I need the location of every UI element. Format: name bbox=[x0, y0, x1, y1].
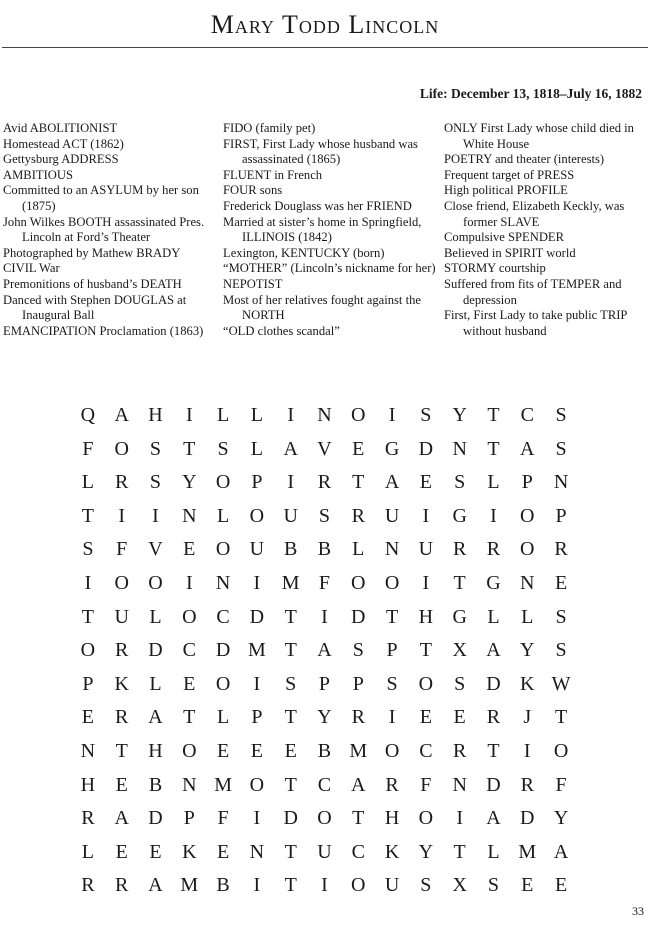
grid-letter: S bbox=[454, 471, 466, 494]
clue-column-2 bbox=[223, 121, 438, 339]
grid-letter: S bbox=[149, 437, 162, 460]
grid-letter: D bbox=[148, 807, 163, 830]
grid-letter: U bbox=[384, 874, 400, 897]
grid-letter: O bbox=[384, 571, 400, 594]
grid-letter: P bbox=[82, 672, 94, 695]
grid-letter: E bbox=[284, 739, 297, 762]
grid-letter: D bbox=[520, 807, 535, 830]
clue-item: First, First Lady to take public TRIP without husband bbox=[444, 308, 627, 338]
grid-letter: T bbox=[81, 605, 94, 628]
grid-letter: A bbox=[486, 639, 501, 662]
grid-letter: O bbox=[317, 807, 332, 830]
clue-item: Frederick Douglass was her FRIEND bbox=[223, 198, 412, 213]
grid-letter: B bbox=[317, 538, 332, 561]
grid-letter: T bbox=[284, 874, 297, 897]
grid-letter: N bbox=[452, 437, 467, 460]
grid-letter: G bbox=[452, 605, 467, 628]
grid-letter: A bbox=[148, 874, 163, 897]
grid-letter: K bbox=[182, 840, 197, 863]
grid-letter: E bbox=[115, 773, 128, 796]
grid-letter: R bbox=[385, 773, 399, 796]
grid-letter: C bbox=[216, 605, 230, 628]
grid-letter: I bbox=[388, 404, 396, 426]
clue-item: NEPOTIST bbox=[223, 276, 283, 291]
grid-letter: U bbox=[317, 840, 332, 863]
grid-letter: L bbox=[487, 605, 500, 628]
clue-item: Lexington, KENTUCKY (born) bbox=[223, 245, 385, 260]
grid-letter: Y bbox=[452, 404, 467, 426]
grid-letter: T bbox=[284, 605, 297, 628]
grid-letter: O bbox=[114, 571, 129, 594]
grid-letter: O bbox=[114, 437, 129, 460]
grid-letter: O bbox=[351, 404, 366, 426]
grid-letter: S bbox=[454, 672, 466, 695]
grid-letter: D bbox=[418, 437, 434, 460]
grid-letter: U bbox=[249, 538, 265, 561]
grid-letter: A bbox=[351, 773, 366, 796]
grid-letter: N bbox=[249, 840, 265, 863]
grid-letter: S bbox=[217, 437, 229, 460]
grid-letter: S bbox=[352, 639, 364, 662]
grid-letter: S bbox=[555, 404, 567, 426]
grid-letter: H bbox=[148, 739, 163, 762]
grid-letter: E bbox=[216, 739, 230, 762]
grid-letter: L bbox=[149, 672, 162, 695]
grid-letter: P bbox=[521, 471, 533, 494]
grid-letter: S bbox=[318, 504, 331, 527]
grid-letter: L bbox=[216, 504, 230, 527]
grid-letter: W bbox=[551, 672, 571, 695]
grid-letter: O bbox=[215, 672, 231, 695]
grid-letter: N bbox=[553, 471, 569, 494]
grid-letter: D bbox=[351, 605, 366, 628]
grid-letter: A bbox=[317, 639, 332, 662]
grid-letter: C bbox=[419, 739, 433, 762]
grid-letter: R bbox=[452, 538, 467, 561]
grid-letter: L bbox=[81, 471, 94, 494]
grid-letter: B bbox=[148, 773, 163, 796]
grid-letter: I bbox=[118, 504, 126, 527]
grid-letter: E bbox=[183, 672, 196, 695]
grid-letter: A bbox=[283, 437, 298, 460]
grid-letter: B bbox=[216, 874, 230, 897]
grid-letter: S bbox=[285, 672, 297, 695]
grid-letter: P bbox=[352, 672, 364, 695]
grid-letter: B bbox=[317, 739, 332, 762]
grid-letter: O bbox=[351, 571, 366, 594]
grid-letter: E bbox=[250, 739, 263, 762]
grid-letter: I bbox=[287, 404, 295, 426]
grid-letter: T bbox=[183, 706, 196, 729]
grid-letter: R bbox=[115, 874, 129, 897]
clue-column-1 bbox=[3, 121, 218, 339]
grid-letter: T bbox=[284, 773, 297, 796]
grid-letter: E bbox=[115, 840, 128, 863]
grid-letter: I bbox=[253, 571, 261, 594]
clue-item: “OLD clothes scandal” bbox=[223, 323, 340, 338]
grid-letter: A bbox=[114, 404, 129, 426]
grid-letter: T bbox=[115, 739, 128, 762]
grid-letter: L bbox=[352, 538, 365, 561]
grid-letter: N bbox=[452, 773, 467, 796]
grid-letter: N bbox=[384, 538, 400, 561]
grid-letter: O bbox=[418, 807, 434, 830]
grid-letter: O bbox=[80, 639, 96, 662]
grid-letter: A bbox=[520, 437, 535, 460]
grid-letter: V bbox=[148, 538, 163, 561]
grid-letter: T bbox=[81, 504, 94, 527]
grid-letter: O bbox=[520, 504, 535, 527]
clue-item: FIRST, First Lady whose husband was assassinated (1865) bbox=[223, 136, 418, 167]
grid-letter: N bbox=[80, 739, 96, 762]
grid-letter: R bbox=[486, 538, 501, 561]
grid-letter: L bbox=[250, 404, 263, 426]
grid-letter: I bbox=[422, 504, 430, 527]
grid-letter: J bbox=[523, 706, 532, 729]
clue-column-3 bbox=[444, 121, 648, 339]
grid-letter: I bbox=[422, 571, 430, 594]
life-dates: Life: December 13, 1818–July 16, 1882 bbox=[419, 86, 642, 101]
grid-letter: R bbox=[351, 706, 365, 729]
grid-letter: C bbox=[351, 840, 365, 863]
grid-letter: O bbox=[182, 739, 197, 762]
grid-letter: E bbox=[554, 571, 568, 594]
grid-letter: S bbox=[420, 404, 432, 426]
grid-letter: N bbox=[317, 404, 332, 426]
grid-letter: R bbox=[115, 639, 129, 662]
grid-letter: M bbox=[247, 639, 266, 662]
clue-item: Danced with Stephen DOUGLAS at Inaugural Ball bbox=[3, 292, 187, 323]
grid-letter: E bbox=[419, 471, 432, 494]
clue-item: FLUENT in French bbox=[223, 167, 323, 182]
grid-letter: K bbox=[520, 672, 535, 695]
grid-letter: B bbox=[284, 538, 298, 561]
grid-letter: O bbox=[215, 471, 231, 494]
grid-letter: T bbox=[419, 639, 432, 662]
grid-letter: O bbox=[148, 571, 163, 594]
grid-letter: G bbox=[486, 571, 501, 594]
grid-letter: A bbox=[553, 840, 569, 863]
clue-item: Avid ABOLITIONIST bbox=[3, 121, 118, 135]
grid-letter: F bbox=[82, 437, 94, 460]
grid-letter: Y bbox=[317, 706, 332, 729]
grid-letter: C bbox=[520, 404, 534, 426]
grid-letter: A bbox=[114, 807, 129, 830]
grid-letter: D bbox=[215, 639, 231, 662]
grid-letter: Y bbox=[418, 840, 434, 863]
grid-letter: Q bbox=[80, 404, 96, 426]
grid-letter: I bbox=[253, 874, 261, 897]
grid-letter: F bbox=[420, 773, 432, 796]
grid-letter: T bbox=[284, 840, 297, 863]
grid-letter: M bbox=[349, 739, 368, 762]
grid-letter: P bbox=[318, 672, 331, 695]
grid-letter: R bbox=[81, 807, 95, 830]
clue-item: John Wilkes BOOTH assassinated Pres. Lincoln at Ford’s Theater bbox=[3, 214, 205, 245]
grid-letter: M bbox=[180, 874, 199, 897]
grid-letter: E bbox=[419, 706, 432, 729]
grid-letter: R bbox=[115, 706, 129, 729]
title-divider bbox=[2, 47, 648, 48]
grid-letter: Y bbox=[520, 639, 535, 662]
grid-letter: I bbox=[490, 504, 497, 527]
grid-letter: M bbox=[214, 773, 232, 796]
grid-letter: R bbox=[351, 504, 365, 527]
grid-letter: R bbox=[486, 706, 501, 729]
grid-letter: S bbox=[82, 538, 94, 561]
grid-letter: D bbox=[486, 773, 501, 796]
grid-letter: G bbox=[452, 504, 467, 527]
clue-item: POETRY and theater (interests) bbox=[444, 152, 605, 167]
grid-letter: X bbox=[452, 639, 467, 662]
clue-item: Suffered from fits of TEMPER and depression bbox=[444, 276, 622, 307]
clue-item: FOUR sons bbox=[223, 183, 283, 198]
grid-letter: P bbox=[555, 504, 567, 527]
grid-letter: O bbox=[249, 773, 265, 796]
clue-item: AMBITIOUS bbox=[3, 167, 73, 182]
grid-letter: O bbox=[384, 739, 400, 762]
grid-letter: K bbox=[384, 840, 400, 863]
grid-letter: I bbox=[253, 807, 261, 830]
grid-letter: P bbox=[251, 471, 263, 494]
grid-letter: Y bbox=[553, 807, 569, 830]
clue-item: Close friend, Elizabeth Keckly, was former SLAVE bbox=[444, 198, 625, 229]
grid-letter: F bbox=[555, 773, 567, 796]
grid-letter: L bbox=[487, 840, 500, 863]
grid-letter: I bbox=[456, 807, 463, 830]
grid-letter: R bbox=[81, 874, 95, 897]
grid-letter: T bbox=[487, 739, 500, 762]
grid-letter: T bbox=[284, 706, 297, 729]
grid-letter: D bbox=[249, 605, 265, 628]
grid-letter: T bbox=[554, 706, 568, 729]
grid-letter: O bbox=[520, 538, 535, 561]
grid-letter: Y bbox=[182, 471, 197, 494]
clue-item: Married at sister’s home in Springfield, ILLINOIS (1842) bbox=[223, 214, 422, 245]
grid-letter: E bbox=[554, 874, 568, 897]
grid-letter: N bbox=[182, 773, 197, 796]
grid-letter: I bbox=[287, 471, 295, 494]
grid-letter: D bbox=[148, 639, 163, 662]
grid-letter: O bbox=[215, 538, 231, 561]
grid-letter: R bbox=[452, 739, 467, 762]
grid-letter: I bbox=[185, 404, 193, 426]
grid-letter: F bbox=[217, 807, 229, 830]
grid-letter: O bbox=[249, 504, 265, 527]
clue-item: High political PROFILE bbox=[444, 183, 568, 198]
grid-letter: I bbox=[84, 571, 92, 594]
grid-letter: N bbox=[520, 571, 535, 594]
grid-letter: S bbox=[420, 874, 432, 897]
clue-item: STORMY courtship bbox=[444, 261, 546, 276]
grid-letter: U bbox=[283, 504, 298, 527]
grid-letter: L bbox=[81, 840, 94, 863]
clue-item: Premonitions of husband’s DEATH bbox=[3, 276, 182, 291]
grid-letter: I bbox=[388, 706, 396, 729]
grid-letter: G bbox=[384, 437, 400, 460]
grid-letter: L bbox=[216, 404, 230, 426]
grid-letter: R bbox=[317, 471, 332, 494]
grid-letter: A bbox=[486, 807, 501, 830]
grid-letter: S bbox=[555, 639, 567, 662]
grid-letter: T bbox=[453, 840, 466, 863]
grid-letter: T bbox=[385, 605, 399, 628]
grid-letter: P bbox=[251, 706, 263, 729]
grid-letter: A bbox=[148, 706, 163, 729]
grid-letter: H bbox=[384, 807, 400, 830]
clue-item: CIVIL War bbox=[3, 261, 60, 276]
grid-letter: L bbox=[521, 605, 534, 628]
grid-letter: X bbox=[452, 874, 467, 897]
grid-letter: U bbox=[418, 538, 434, 561]
grid-letter: C bbox=[182, 639, 196, 662]
grid-letter: I bbox=[321, 605, 328, 628]
grid-letter: E bbox=[81, 706, 94, 729]
grid-letter: M bbox=[518, 840, 537, 863]
grid-letter: R bbox=[554, 538, 568, 561]
grid-letter: T bbox=[487, 437, 500, 460]
grid-letter: D bbox=[486, 672, 501, 695]
grid-letter: O bbox=[418, 672, 434, 695]
grid-letter: P bbox=[386, 639, 398, 662]
grid-letter: I bbox=[523, 739, 531, 762]
grid-letter: R bbox=[520, 773, 534, 796]
grid-letter: E bbox=[453, 706, 466, 729]
grid-letter: O bbox=[351, 874, 366, 897]
grid-letter: H bbox=[80, 773, 96, 796]
grid-letter: L bbox=[250, 437, 263, 460]
grid-letter: L bbox=[216, 706, 230, 729]
grid-letter: I bbox=[152, 504, 159, 527]
clue-item: Gettysburg ADDRESS bbox=[3, 152, 119, 167]
grid-letter: T bbox=[487, 404, 500, 426]
grid-letter: T bbox=[352, 807, 365, 830]
clue-item: Believed in SPIRIT world bbox=[444, 245, 576, 260]
clue-item: Frequent target of PRESS bbox=[444, 167, 575, 182]
grid-letter: T bbox=[453, 571, 466, 594]
grid-letter: E bbox=[521, 874, 534, 897]
grid-letter: U bbox=[384, 504, 400, 527]
grid-letter: T bbox=[352, 471, 365, 494]
word-search-grid bbox=[71, 399, 578, 903]
clue-item: EMANCIPATION Proclamation (1863) bbox=[3, 323, 204, 338]
grid-letter: T bbox=[284, 639, 297, 662]
clue-item: ONLY First Lady whose child died in White House bbox=[444, 121, 634, 151]
grid-letter: V bbox=[317, 437, 332, 460]
clue-item: FIDO (family pet) bbox=[223, 121, 316, 135]
clue-item: Homestead ACT (1862) bbox=[3, 136, 124, 151]
grid-letter: F bbox=[116, 538, 128, 561]
grid-letter: S bbox=[487, 874, 500, 897]
grid-letter: S bbox=[555, 605, 567, 628]
page-title: Mary Todd Lincoln bbox=[210, 10, 440, 39]
clue-item: Committed to an ASYLUM by her son (1875) bbox=[3, 183, 199, 213]
grid-letter: S bbox=[149, 471, 162, 494]
grid-letter: E bbox=[352, 437, 365, 460]
clue-item: Most of her relatives fought against the NORTH bbox=[223, 292, 421, 323]
grid-letter: U bbox=[114, 605, 129, 628]
grid-letter: N bbox=[182, 504, 197, 527]
grid-letter: I bbox=[185, 571, 193, 594]
clue-item: Compulsive SPENDER bbox=[444, 230, 565, 245]
grid-letter: O bbox=[553, 739, 569, 762]
grid-letter: T bbox=[183, 437, 196, 460]
grid-letter: E bbox=[183, 538, 196, 561]
grid-letter: M bbox=[281, 571, 300, 594]
grid-letter: A bbox=[384, 471, 400, 494]
grid-letter: I bbox=[253, 672, 261, 695]
clue-item: Photographed by Mathew BRADY bbox=[3, 245, 181, 260]
grid-letter: L bbox=[149, 605, 162, 628]
grid-letter: S bbox=[555, 437, 567, 460]
grid-letter: F bbox=[318, 571, 331, 594]
grid-letter: E bbox=[216, 840, 230, 863]
grid-letter: O bbox=[182, 605, 197, 628]
grid-letter: H bbox=[148, 404, 163, 426]
grid-letter: S bbox=[386, 672, 398, 695]
grid-letter: H bbox=[418, 605, 434, 628]
grid-letter: N bbox=[215, 571, 231, 594]
grid-letter: D bbox=[283, 807, 298, 830]
grid-letter: L bbox=[487, 471, 500, 494]
grid-letter: I bbox=[321, 874, 328, 897]
clue-item: “MOTHER” (Lincoln’s nickname for her) bbox=[223, 261, 436, 276]
grid-letter: E bbox=[149, 840, 162, 863]
grid-letter: C bbox=[317, 773, 332, 796]
grid-letter: K bbox=[114, 672, 129, 695]
grid-letter: P bbox=[183, 807, 195, 830]
page-number: 33 bbox=[632, 904, 644, 918]
grid-letter: R bbox=[115, 471, 129, 494]
